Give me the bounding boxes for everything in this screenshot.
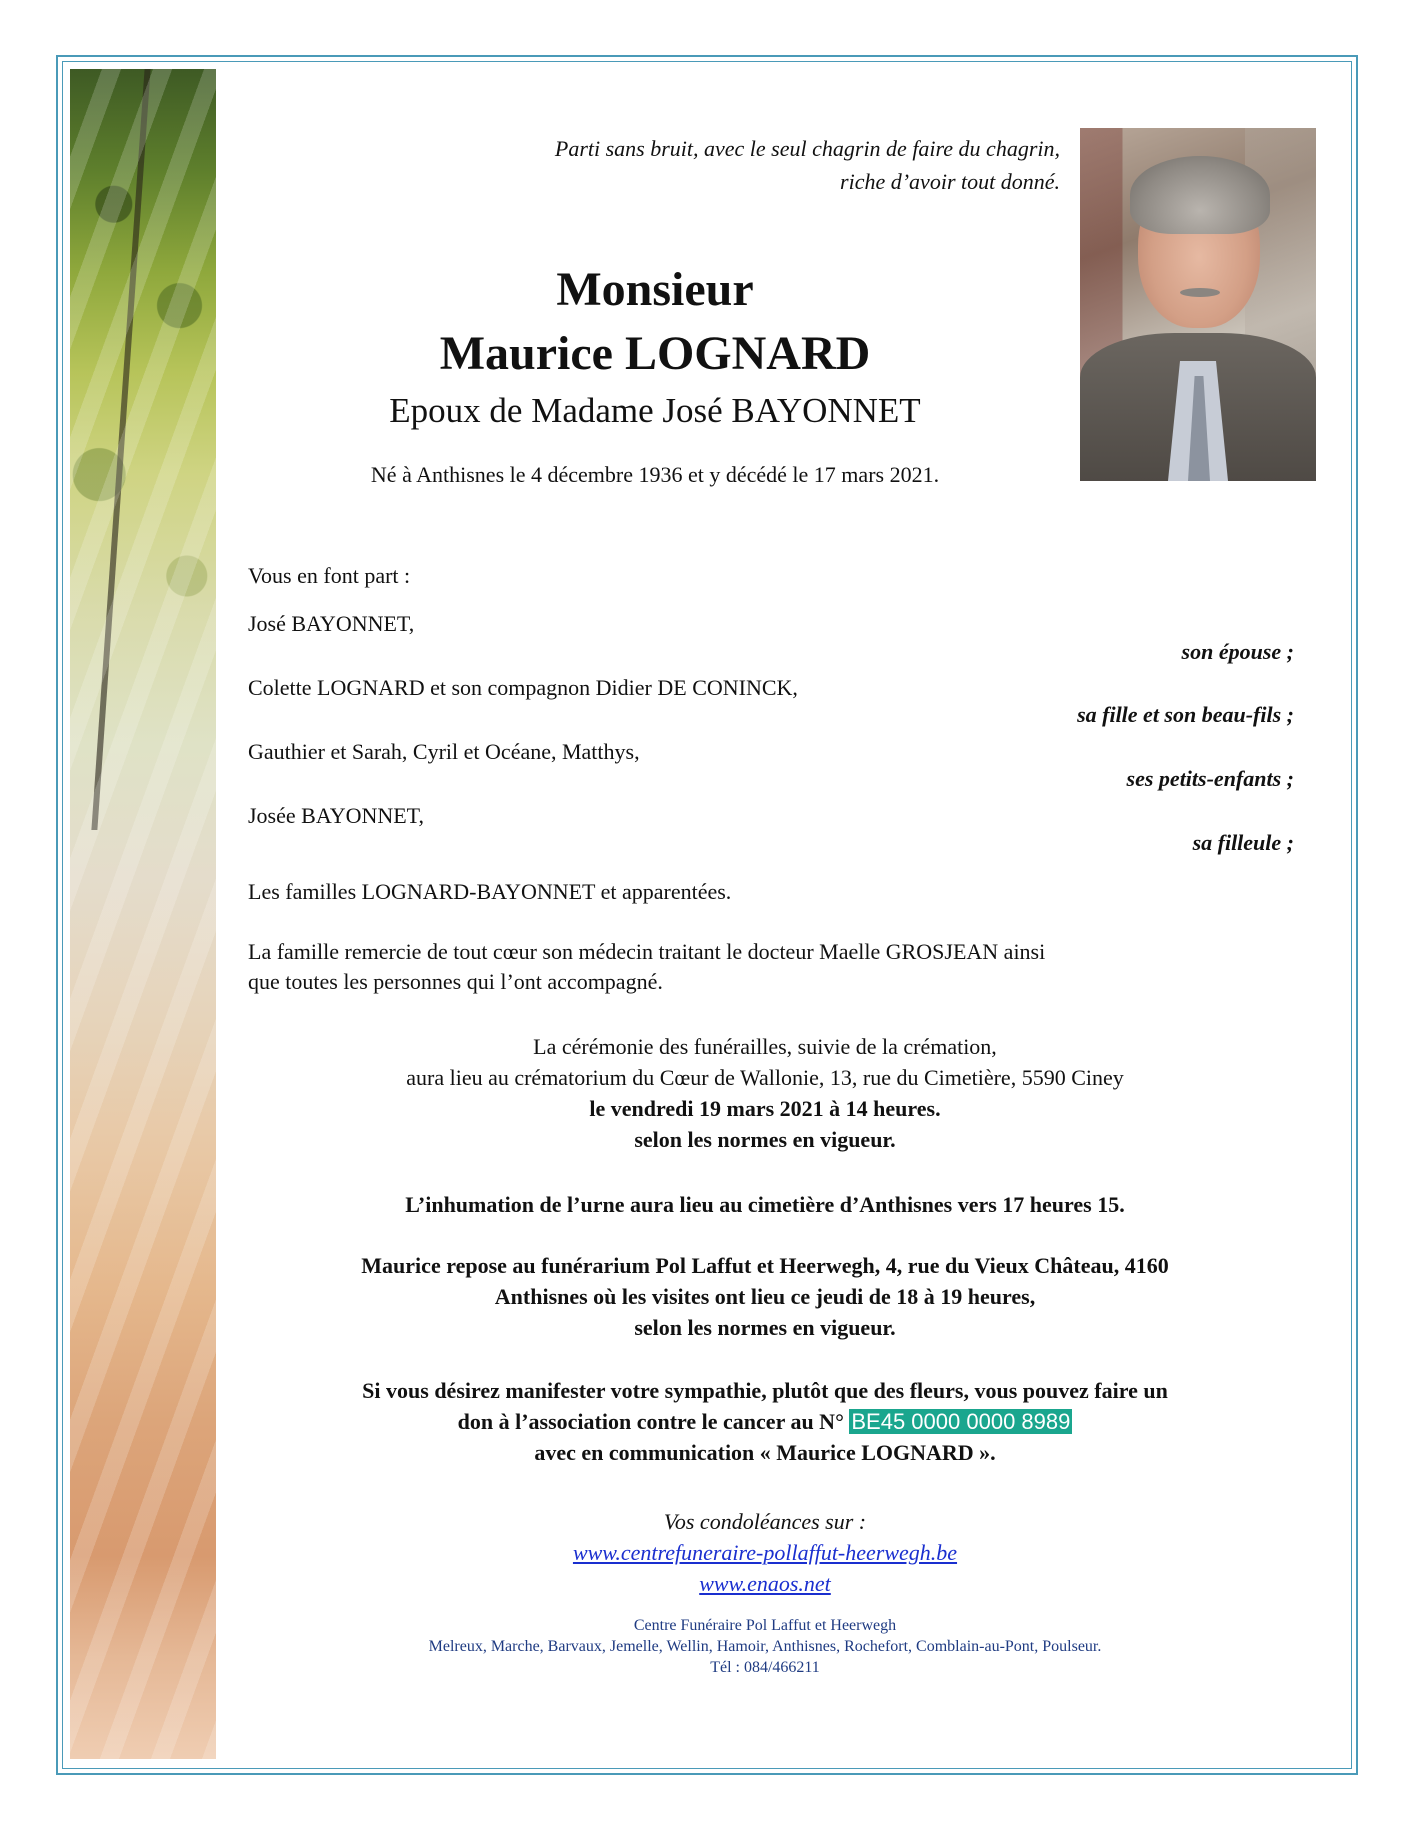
footer-name: Centre Funéraire Pol Laffut et Heerwegh	[633, 1617, 897, 1634]
ceremony-line-2: aura lieu au crématorium du Cœur de Wallonie, 13, rue du Cimetière, 5590 Ciney	[406, 1065, 1124, 1090]
families-line: Les familles LOGNARD-BAYONNET et apparentées.	[248, 879, 732, 904]
family-member-names: Gauthier et Sarah, Cyril et Océane, Matthys,	[248, 739, 640, 764]
deceased-portrait	[1080, 128, 1316, 481]
family-member-names: Colette LOGNARD et son compagnon Didier DE CONINCK,	[248, 675, 798, 700]
visit-line-3: selon les normes en vigueur.	[634, 1315, 896, 1340]
family-member-role: son épouse ;	[1181, 639, 1294, 664]
donation-line-3: avec en communication « Maurice LOGNARD ».	[534, 1440, 996, 1465]
quote-line-2: riche d’avoir tout donné.	[840, 169, 1060, 194]
birth-death-line: Né à Anthisnes le 4 décembre 1936 et y décédé le 17 mars 2021.	[370, 462, 940, 487]
quote-line-1: Parti sans bruit, avec le seul chagrin de faire du chagrin,	[554, 136, 1060, 161]
spouse-line: Epoux de Madame José BAYONNET	[389, 391, 921, 430]
family-member-role: sa fille et son beau-fils ;	[1077, 702, 1294, 727]
visit-block	[220, 1250, 1310, 1343]
epitaph-quote	[380, 132, 1060, 198]
family-member-role: sa filleule ;	[1192, 830, 1294, 855]
forest-path-image	[70, 69, 216, 1759]
donation-line-1: Si vous désirez manifester votre sympathie, plutôt que des fleurs, vous pouvez faire un	[362, 1378, 1168, 1403]
visit-line-1: Maurice repose au funérarium Pol Laffut et Heerwegh, 4, rue du Vieux Château, 4160	[361, 1253, 1169, 1278]
ceremony-block	[220, 1031, 1310, 1155]
ceremony-line-1: La cérémonie des funérailles, suivie de la crémation,	[533, 1034, 997, 1059]
funeral-home-footer	[220, 1615, 1310, 1678]
condolences-label: Vos condoléances sur :	[663, 1509, 867, 1534]
ceremony-norms: selon les normes en vigueur.	[634, 1127, 896, 1152]
footer-phone: Tél : 084/466211	[710, 1659, 820, 1676]
honorific-title: Monsieur	[556, 263, 754, 316]
visit-line-2: Anthisnes où les visites ont lieu ce jeudi de 18 à 19 heures,	[494, 1284, 1036, 1309]
deceased-name: Maurice LOGNARD	[439, 327, 871, 380]
family-member-names: José BAYONNET,	[248, 611, 415, 636]
iban-number: BE45 0000 0000 8989	[851, 1409, 1071, 1434]
condolences-block	[220, 1506, 1310, 1599]
announce-intro: Vous en font part :	[248, 563, 411, 588]
footer-locations: Melreux, Marche, Barvaux, Jemelle, Wellin, Hamoir, Anthisnes, Rochefort, Comblain-au-Pont, Poulseur.	[428, 1638, 1102, 1655]
enaos-link[interactable]: www.enaos.net	[699, 1571, 831, 1596]
family-member-role: ses petits-enfants ;	[1126, 766, 1294, 791]
funeral-home-link[interactable]: www.centrefuneraire-pollaffut-heerwegh.be	[572, 1540, 958, 1565]
family-member-names: Josée BAYONNET,	[248, 803, 424, 828]
thanks-line-1: La famille remercie de tout cœur son médecin traitant le docteur Maelle GROSJEAN ainsi	[248, 939, 1046, 964]
donation-line-2: don à l’association contre le cancer au N°	[457, 1409, 844, 1434]
thanks-paragraph	[248, 937, 1298, 997]
donation-block	[220, 1375, 1310, 1468]
inhumation-line: L’inhumation de l’urne aura lieu au cimetière d’Anthisnes vers 17 heures 15.	[405, 1192, 1125, 1217]
ceremony-date: le vendredi 19 mars 2021 à 14 heures.	[589, 1096, 941, 1121]
thanks-line-2: que toutes les personnes qui l’ont accompagné.	[248, 969, 663, 994]
